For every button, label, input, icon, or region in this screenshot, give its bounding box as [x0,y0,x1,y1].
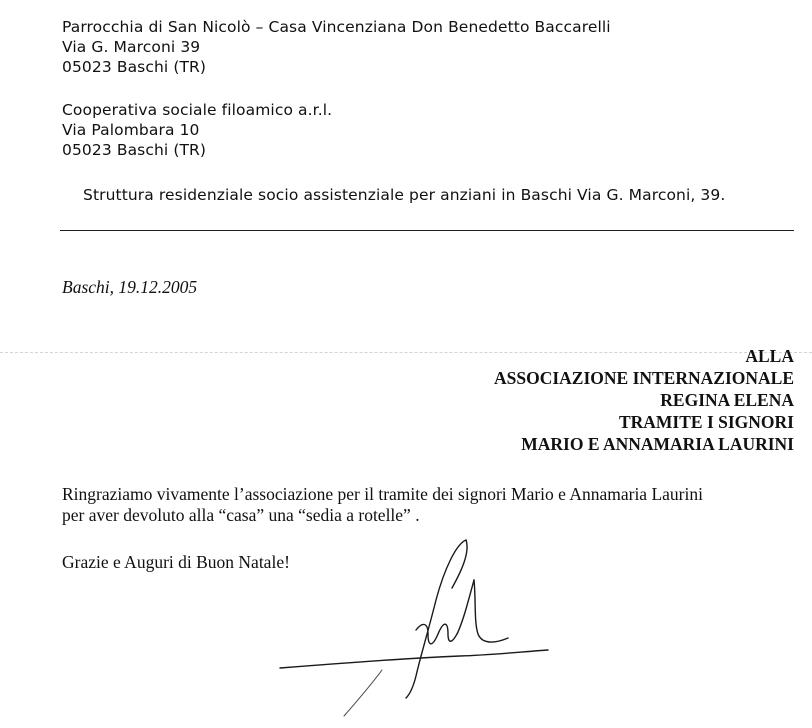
addressee-block [494,345,794,455]
addressee-line: MARIO E ANNAMARIA LAURINI [521,434,794,454]
handwritten-signature-icon [270,530,570,720]
letter-date: Baschi, 19.12.2005 [62,277,198,297]
facility-description: Struttura residenziale socio assistenziale per anziani in Baschi Via G. Marconi, 39. [83,186,726,204]
sender-city: 05023 Baschi (TR) [62,58,207,76]
addressee-line: TRAMITE I SIGNORI [618,412,794,432]
letter-body [62,484,806,526]
cooperative-city: 05023 Baschi (TR) [62,141,207,159]
body-line: Ringraziamo vivamente l’associazione per il tramite dei signori Mario e Annamaria Laurini [62,484,703,504]
sender-name: Parrocchia di San Nicolò – Casa Vincenziana Don Benedetto Baccarelli [62,18,611,36]
header-divider [60,230,794,231]
cooperative-name: Cooperativa sociale filoamico a.r.l. [62,101,333,119]
addressee-line: ALLA [745,346,794,366]
sender-street: Via G. Marconi 39 [62,38,201,56]
cooperative-street: Via Palombara 10 [62,121,200,139]
closing-greeting: Grazie e Auguri di Buon Natale! [62,552,290,572]
body-line: per aver devoluto alla “casa” una “sedia a rotelle” . [62,505,420,525]
addressee-line: REGINA ELENA [660,390,794,410]
addressee-line: ASSOCIAZIONE INTERNAZIONALE [493,368,794,388]
sender-address-cooperative [62,100,332,160]
sender-address-parish [62,17,611,77]
